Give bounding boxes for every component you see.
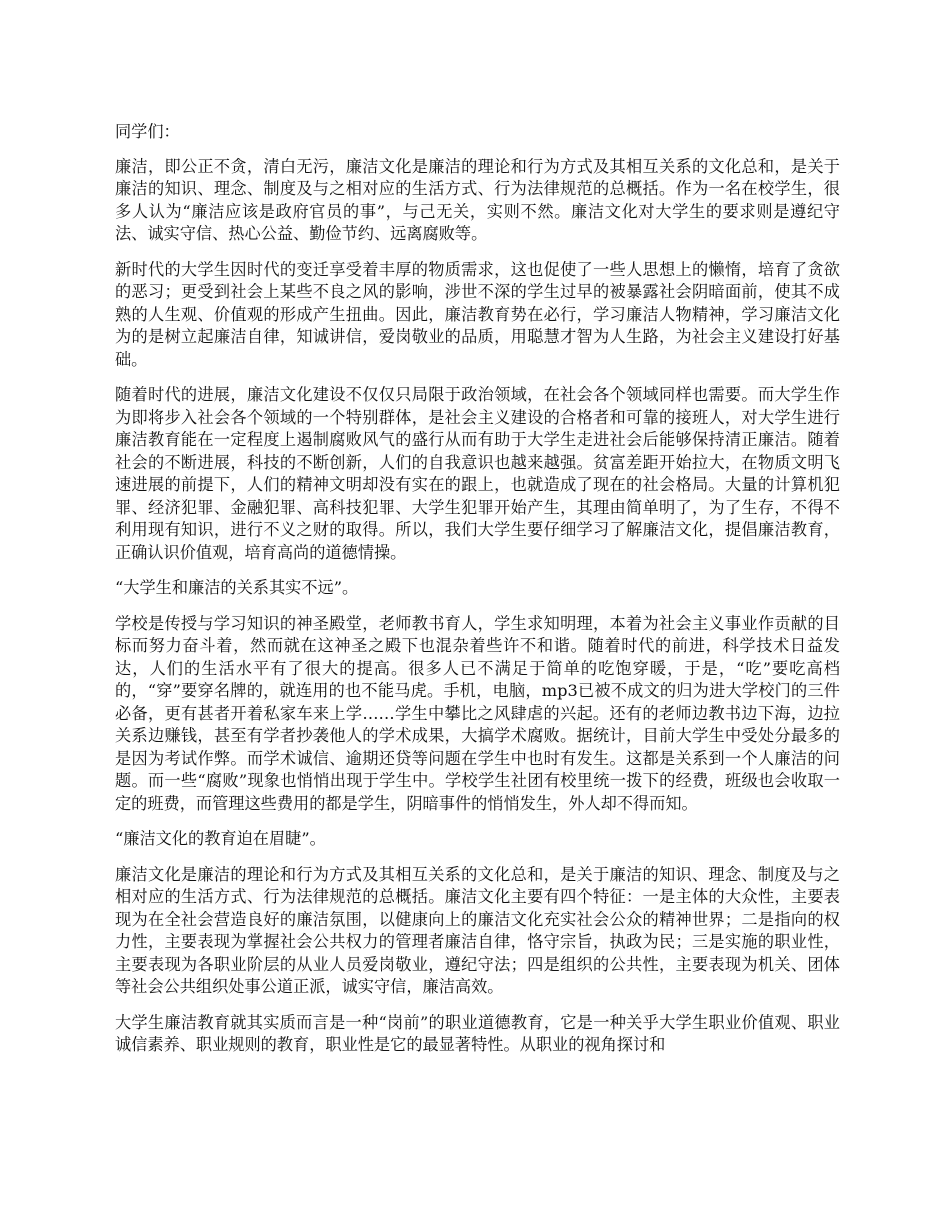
document-body (115, 121, 840, 1070)
paragraph-new-era-students: 新时代的大学生因时代的变迁享受着丰厚的物质需求，这也促使了一些人思想上的懒惰，培育了贪欲的恶习；更受到社会上某些不良之风的影响，涉世不深的学生过早的被暴露社会阴暗面前，使其不成熟的人生观、价值观的形成产生扭曲。因此，廉洁教育势在必行，学习廉洁人物精神，学习廉洁文化为的是树立起廉洁自律，知诚讲信，爱岗敬业的品质，用聪慧才智为人生路，为社会主义建设打好基础。 (115, 259, 840, 369)
paragraph-definition: 廉洁，即公正不贪，清白无污，廉洁文化是廉洁的理论和行为方式及其相互关系的文化总和，是关于廉洁的知识、理念、制度及与之相对应的生活方式、行为法律规范的总概括。作为一名在校学生，很多人认为“廉洁应该是政府官员的事”，与己无关，实则不然。廉洁文化对大学生的要求则是遵纪守法、诚实守信、热心公益、勤俭节约、远离腐败等。 (115, 156, 840, 243)
greeting: 同学们： (115, 122, 180, 141)
paragraph-vocational-education: 大学生廉洁教育就其实质而言是一种“岗前”的职业道德教育，它是一种关乎大学生职业价值观、职业诚信素养、职业规则的教育，职业性是它的最显著特性。从职业的视角探讨和 (115, 1012, 840, 1054)
section-heading-students-and-integrity: “大学生和廉洁的关系其实不远”。 (115, 578, 359, 597)
section-heading-education-urgent: “廉洁文化的教育迫在眉睫”。 (115, 829, 326, 848)
paragraph-school: 学校是传授与学习知识的神圣殿堂，老师教书育人，学生求知明理，本着为社会主义事业作贡献的目标而努力奋斗着，然而就在这神圣之殿下也混杂着些许不和谐。随着时代的前进，科学技术日益发达，人们的生活水平有了很大的提高。很多人已不满足于简单的吃饱穿暖，于是，“吃”要吃高档的，“穿”要穿名牌的，就连用的也不能马虎。手机，电脑，mp3已被不成文的归为进大学校门的三件必备，更有甚者开着私家车来上学……学生中攀比之风肆虐的兴起。还有的老师边教书边下海，边拉关系边赚钱，甚至有学者抄袭他人的学术成果，大搞学术腐败。据统计，目前大学生中受处分最多的是因为考试作弊。而学术诚信、逾期还贷等问题在学生中也时有发生。这都是关系到一个人廉洁的问题。而一些“腐败”现象也悄悄出现于学生中。学校学生社团有校里统一拨下的经费，班级也会收取一定的班费，而管理这些费用的都是学生，阴暗事件的悄悄发生，外人却不得而知。 (115, 613, 840, 813)
paragraph-era-development: 随着时代的进展，廉洁文化建设不仅仅只局限于政治领域，在社会各个领域同样也需要。而大学生作为即将步入社会各个领域的一个特别群体，是社会主义建设的合格者和可靠的接班人，对大学生进行廉洁教育能在一定程度上遏制腐败风气的盛行从而有助于大学生走进社会后能够保持清正廉洁。随着社会的不断进展，科技的不断创新，人们的自我意识也越来越强。贫富差距开始拉大，在物质文明飞速进展的前提下，人们的精神文明却没有实在的跟上，也就造成了现在的社会格局。大量的计算机犯罪、经济犯罪、金融犯罪、高科技犯罪、大学生犯罪开始产生，其理由简单明了，为了生存，不得不利用现有知识，进行不义之财的取得。所以，我们大学生要仔细学习了解廉洁文化，提倡廉洁教育，正确认识价值观，培育高尚的道德情操。 (115, 385, 840, 562)
paragraph-four-features: 廉洁文化是廉洁的理论和行为方式及其相互关系的文化总和，是关于廉洁的知识、理念、制度及与之相对应的生活方式、行为法律规范的总概括。廉洁文化主要有四个特征：一是主体的大众性，主要表现为在全社会营造良好的廉洁氛围，以健康向上的廉洁文化充实社会公众的精神世界；二是指向的权力性，主要表现为掌握社会公共权力的管理者廉洁自律，恪守宗旨，执政为民；三是实施的职业性，主要表现为各职业阶层的从业人员爱岗敬业，遵纪守法；四是组织的公共性，主要表现为机关、团体等社会公共组织处事公道正派，诚实守信，廉洁高效。 (115, 864, 840, 996)
